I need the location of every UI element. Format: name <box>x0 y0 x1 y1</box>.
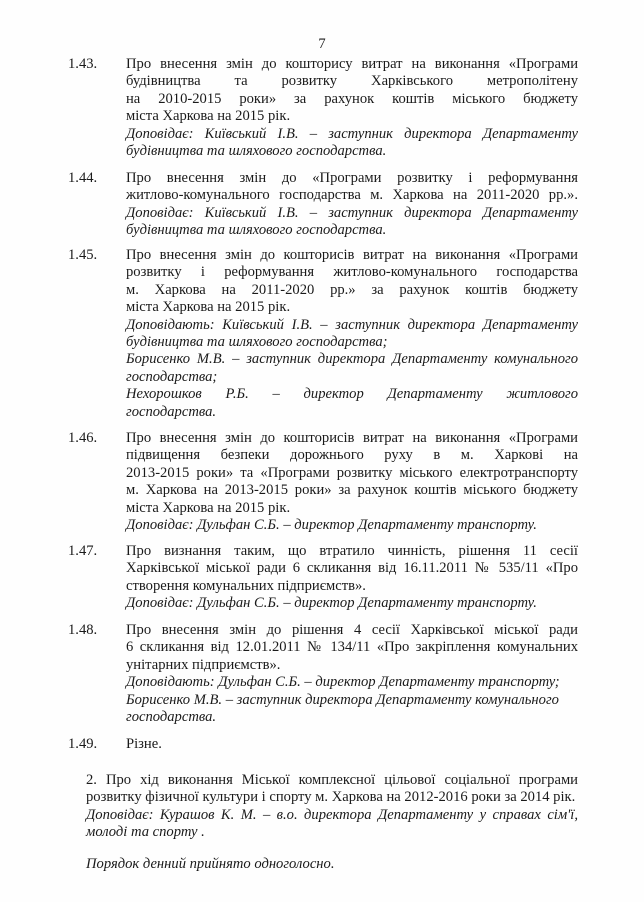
item-text-line: створення комунальних підприємств». <box>126 577 366 594</box>
item-number: 1.49. <box>68 736 98 752</box>
agenda-item-1-48 <box>68 622 578 726</box>
speaker-line: господарства. <box>126 403 217 420</box>
item-number: 1.47. <box>68 543 98 559</box>
item-text-line: унітарних підприємств». <box>126 656 281 673</box>
speaker-line: господарства. <box>126 709 217 726</box>
item-text-line: Про внесення змін до рішення 4 сесії Харківської міської ради <box>126 622 578 638</box>
item-text-line: Про внесення змін до «Програми розвитку і реформування <box>126 170 578 186</box>
speaker-line: Борисенко М.В. – заступник директора Департаменту комунального <box>126 351 578 368</box>
item-text-line: міста Харкова на 2015 рік. <box>126 499 291 516</box>
speaker-line: Доповідають: Дульфан С.Б. – директор Департаменту транспорту; <box>126 674 560 691</box>
item-text-line: Різне. <box>126 736 162 752</box>
agenda-item-1-47 <box>68 543 578 613</box>
speaker-line: молоді та спорту . <box>86 824 205 841</box>
item-text-line: на 2010-2015 роки» за рахунок коштів міського бюджету <box>126 90 578 107</box>
item-text-line: Про внесення змін до кошторисів витрат на виконання «Програми <box>126 247 578 263</box>
item-text-line: Про внесення змін до кошторису витрат на виконання «Програми <box>126 56 578 72</box>
item-text-line: м. Харкова на 2011-2020 рр.» за рахунок коштів бюджету <box>126 281 578 298</box>
section-text-line: розвитку фізичної культури і спорту м. Харкова на 2012-2016 роки за 2014 рік. <box>86 789 576 806</box>
item-number: 1.45. <box>68 247 98 263</box>
item-text-line: житлово-комунального господарства м. Харкова на 2011-2020 рр.». <box>126 187 578 204</box>
agenda-item-1-46 <box>68 430 578 534</box>
speaker-line: Борисенко М.В. – заступник директора Департаменту комунального <box>126 691 559 708</box>
item-text-line: Про визнання таким, що втратило чинність, рішення 11 сесії <box>126 543 578 559</box>
item-text-line: 6 скликання від 12.01.2011 № 134/11 «Про закріплення комунальних <box>126 639 578 656</box>
speaker-line: будівництва та шляхового господарства. <box>126 143 387 160</box>
item-text-line: 2013-2015 роки» та «Програми розвитку міського електротранспорту <box>126 464 578 481</box>
speaker-line: будівництва та шляхового господарства; <box>126 334 388 351</box>
section-2 <box>86 772 578 842</box>
item-number: 1.44. <box>68 170 98 186</box>
closing-note: Порядок денний прийнято одноголосно. <box>86 856 335 872</box>
item-text-line: розвитку і реформування житлово-комунального господарства <box>126 264 578 281</box>
item-text-line: будівництва та розвитку Харківського метрополітену <box>126 73 578 90</box>
speaker-line: Доповідає: Дульфан С.Б. – директор Департаменту транспорту. <box>126 595 537 612</box>
speaker-line: Нехорошков Р.Б. – директор Департаменту житлового <box>126 386 578 403</box>
item-text-line: Харківської міської ради 6 скликання від 16.11.2011 № 535/11 «Про <box>126 560 578 577</box>
item-text-line: міста Харкова на 2015 рік. <box>126 108 291 125</box>
item-number: 1.48. <box>68 622 98 638</box>
item-number: 1.46. <box>68 430 98 446</box>
agenda-item-1-45 <box>68 247 578 421</box>
item-text-line: підвищення безпеки дорожнього руху в м. Харкові на <box>126 447 578 464</box>
item-text-line: м. Харкова на 2013-2015 роки» за рахунок коштів міського бюджету <box>126 482 578 499</box>
speaker-line: будівництва та шляхового господарства. <box>126 222 387 239</box>
speaker-line: Доповідає: Курашов К. М. – в.о. директора Департаменту у справах сім'ї, <box>86 806 578 823</box>
page-number: 7 <box>318 36 326 52</box>
speaker-line: Доповідає: Київський І.В. – заступник директора Департаменту <box>126 125 578 142</box>
agenda-item-1-43 <box>68 56 578 160</box>
item-text-line: Про внесення змін до кошторисів витрат на виконання «Програми <box>126 430 578 446</box>
item-text-line: міста Харкова на 2015 рік. <box>126 299 291 316</box>
agenda-item-1-44 <box>68 170 578 240</box>
speaker-line: Доповідає: Дульфан С.Б. – директор Департаменту транспорту. <box>126 517 537 534</box>
agenda-item-1-49 <box>68 736 578 753</box>
speaker-line: господарства; <box>126 368 218 385</box>
section-text-line: 2. Про хід виконання Міської комплексної цільової соціальної програми <box>86 772 578 788</box>
item-number: 1.43. <box>68 56 98 72</box>
speaker-line: Доповідає: Київський І.В. – заступник директора Департаменту <box>126 204 578 221</box>
speaker-line: Доповідають: Київський І.В. – заступник директора Департаменту <box>126 316 578 333</box>
